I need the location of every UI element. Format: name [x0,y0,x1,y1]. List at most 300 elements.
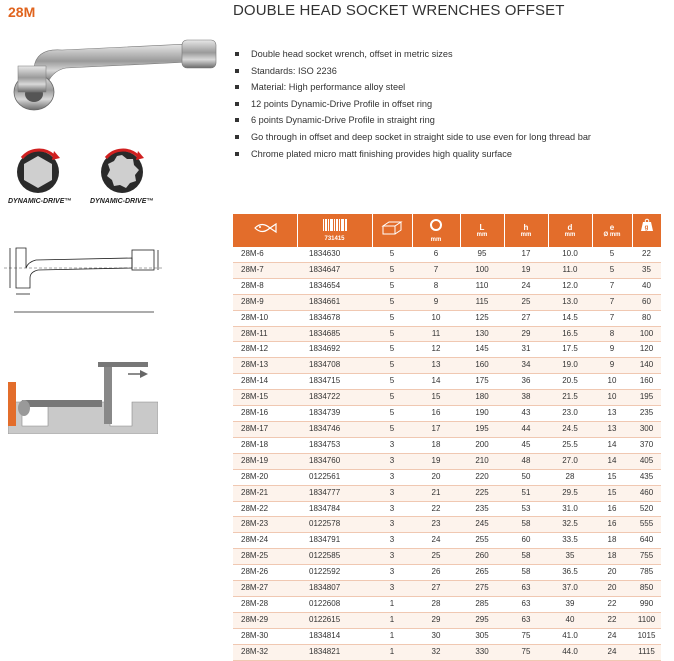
cell-pack: 3 [372,533,412,549]
usage-illustration [8,352,158,434]
cell-length: 160 [460,358,504,374]
page-title: DOUBLE HEAD SOCKET WRENCHES OFFSET [233,2,565,19]
table-row [233,628,661,644]
cell-weight: 195 [632,390,661,406]
table-row [233,517,661,533]
cell-size: 26 [412,565,460,581]
table-row [233,310,661,326]
cell-length: 225 [460,485,504,501]
cell-pack: 1 [372,644,412,660]
cell-diameter: 24.5 [548,421,592,437]
cell-ref: 28M-9 [233,294,297,310]
length-header [460,214,504,247]
cell-bore: 15 [592,469,632,485]
cell-length: 210 [460,453,504,469]
cell-bore: 18 [592,533,632,549]
cell-ref: 28M-8 [233,278,297,294]
cell-size: 12 [412,342,460,358]
cell-pack: 1 [372,596,412,612]
cell-code: 1834715 [297,374,372,390]
cell-bore: 16 [592,517,632,533]
cell-bore: 22 [592,596,632,612]
cell-height: 60 [504,533,548,549]
weight-header [632,214,661,247]
cell-ref: 28M-28 [233,596,297,612]
cell-bore: 16 [592,501,632,517]
cell-ref: 28M-18 [233,437,297,453]
cell-size: 25 [412,549,460,565]
bore-unit: Ø mm [603,231,621,238]
cell-diameter: 28 [548,469,592,485]
cell-diameter: 36.5 [548,565,592,581]
cell-pack: 5 [372,358,412,374]
cell-ref: 28M-6 [233,247,297,262]
cell-bore: 14 [592,437,632,453]
cell-height: 43 [504,406,548,422]
cell-length: 265 [460,565,504,581]
cell-size: 22 [412,501,460,517]
cell-bore: 5 [592,262,632,278]
cell-weight: 80 [632,310,661,326]
feature-item: Chrome plated micro matt finishing provides high quality surface [233,146,591,163]
cell-code: 0122585 [297,549,372,565]
cell-bore: 9 [592,342,632,358]
cell-height: 75 [504,644,548,660]
cell-diameter: 23.0 [548,406,592,422]
cell-ref: 28M-19 [233,453,297,469]
cell-weight: 1015 [632,628,661,644]
cell-weight: 640 [632,533,661,549]
cell-weight: 40 [632,278,661,294]
cell-diameter: 21.5 [548,390,592,406]
cell-height: 48 [504,453,548,469]
table-row [233,342,661,358]
cell-diameter: 14.5 [548,310,592,326]
cell-diameter: 12.0 [548,278,592,294]
cell-weight: 990 [632,596,661,612]
cell-bore: 18 [592,549,632,565]
cell-pack: 5 [372,262,412,278]
cell-pack: 3 [372,437,412,453]
cell-code: 1834661 [297,294,372,310]
table-row [233,262,661,278]
table-row [233,406,661,422]
pack-icon [372,214,412,247]
cell-code: 1834746 [297,421,372,437]
cell-pack: 5 [372,390,412,406]
cell-ref: 28M-24 [233,533,297,549]
cell-height: 63 [504,596,548,612]
cell-ref: 28M-21 [233,485,297,501]
cell-weight: 300 [632,421,661,437]
cell-ref: 28M-32 [233,644,297,660]
cell-height: 36 [504,374,548,390]
table-row [233,485,661,501]
cell-pack: 1 [372,612,412,628]
cell-ref: 28M-22 [233,501,297,517]
cell-bore: 7 [592,310,632,326]
feature-item: Material: High performance alloy steel [233,79,591,96]
cell-length: 330 [460,644,504,660]
cell-weight: 520 [632,501,661,517]
cell-ref: 28M-11 [233,326,297,342]
cell-height: 50 [504,469,548,485]
cell-ref: 28M-20 [233,469,297,485]
height-header [504,214,548,247]
cell-length: 100 [460,262,504,278]
table-header-row [233,214,661,247]
cell-height: 38 [504,390,548,406]
feature-item: Standards: ISO 2236 [233,63,591,80]
cell-size: 6 [412,247,460,262]
profile-12pt-icon [98,148,150,194]
cell-diameter: 25.5 [548,437,592,453]
length-symbol: L [479,222,485,232]
cell-height: 44 [504,421,548,437]
cell-bore: 9 [592,358,632,374]
cell-pack: 3 [372,549,412,565]
profile-6pt-label: DYNAMIC-DRIVE™ [8,198,72,205]
cell-weight: 1100 [632,612,661,628]
feature-list [233,46,591,162]
cell-size: 13 [412,358,460,374]
cell-diameter: 16.5 [548,326,592,342]
cell-code: 1834692 [297,342,372,358]
barcode-header [297,214,372,247]
cell-pack: 5 [372,421,412,437]
cell-ref: 28M-25 [233,549,297,565]
cell-code: 0122615 [297,612,372,628]
cell-diameter: 33.5 [548,533,592,549]
profile-6pt-icon [14,148,66,194]
cell-code: 1834777 [297,485,372,501]
cell-size: 27 [412,581,460,597]
cell-bore: 13 [592,421,632,437]
cell-ref: 28M-29 [233,612,297,628]
cell-weight: 35 [632,262,661,278]
cell-size: 10 [412,310,460,326]
cell-code: 1834630 [297,247,372,262]
length-unit: mm [476,231,488,238]
cell-bore: 7 [592,294,632,310]
cell-size: 15 [412,390,460,406]
cell-length: 95 [460,247,504,262]
cell-size: 18 [412,437,460,453]
cell-length: 220 [460,469,504,485]
size-unit: mm [430,236,442,243]
cell-size: 30 [412,628,460,644]
cell-ref: 28M-7 [233,262,297,278]
cell-diameter: 29.5 [548,485,592,501]
cell-height: 19 [504,262,548,278]
cell-pack: 3 [372,517,412,533]
cell-diameter: 35 [548,549,592,565]
cell-ref: 28M-15 [233,390,297,406]
cell-weight: 1115 [632,644,661,660]
cell-weight: 755 [632,549,661,565]
cell-size: 28 [412,596,460,612]
cell-height: 63 [504,612,548,628]
cell-code: 1834654 [297,278,372,294]
cell-ref: 28M-13 [233,358,297,374]
feature-item: 6 points Dynamic-Drive Profile in straight ring [233,112,591,129]
cell-weight: 555 [632,517,661,533]
cell-weight: 370 [632,437,661,453]
cell-size: 7 [412,262,460,278]
diameter-unit: mm [564,231,576,238]
cell-length: 190 [460,406,504,422]
cell-length: 295 [460,612,504,628]
barcode-prefix: 731415 [324,236,345,242]
cell-bore: 22 [592,612,632,628]
cell-length: 260 [460,549,504,565]
cell-diameter: 44.0 [548,644,592,660]
cell-pack: 5 [372,247,412,262]
cell-height: 58 [504,565,548,581]
cell-weight: 60 [632,294,661,310]
table-row [233,326,661,342]
fish-icon [233,214,297,247]
cell-pack: 1 [372,628,412,644]
table-row [233,565,661,581]
cell-weight: 100 [632,326,661,342]
cell-weight: 460 [632,485,661,501]
cell-ref: 28M-27 [233,581,297,597]
cell-height: 75 [504,628,548,644]
bore-symbol: e [609,222,615,232]
cell-length: 175 [460,374,504,390]
cell-height: 29 [504,326,548,342]
cell-bore: 5 [592,247,632,262]
cell-pack: 3 [372,565,412,581]
feature-item: Double head socket wrench, offset in metric sizes [233,46,591,63]
cell-height: 58 [504,549,548,565]
feature-item: Go through in offset and deep socket in straight side to use even for long thread bar [233,129,591,146]
table-row [233,247,661,262]
cell-diameter: 11.0 [548,262,592,278]
cell-bore: 10 [592,390,632,406]
cell-length: 145 [460,342,504,358]
cell-code: 1834739 [297,406,372,422]
table-row [233,581,661,597]
cell-diameter: 40 [548,612,592,628]
height-unit: mm [520,231,532,238]
cell-size: 8 [412,278,460,294]
cell-length: 235 [460,501,504,517]
cell-code: 1834760 [297,453,372,469]
cell-code: 1834814 [297,628,372,644]
cell-code: 1834753 [297,437,372,453]
cell-length: 200 [460,437,504,453]
cell-diameter: 13.0 [548,294,592,310]
cell-size: 21 [412,485,460,501]
cell-length: 245 [460,517,504,533]
cell-code: 0122592 [297,565,372,581]
cell-code: 1834791 [297,533,372,549]
cell-diameter: 17.5 [548,342,592,358]
cell-size: 16 [412,406,460,422]
cell-height: 34 [504,358,548,374]
cell-pack: 3 [372,501,412,517]
cell-length: 130 [460,326,504,342]
cell-weight: 160 [632,374,661,390]
cell-height: 24 [504,278,548,294]
feature-item: 12 points Dynamic-Drive Profile in offset ring [233,96,591,113]
cell-ref: 28M-10 [233,310,297,326]
cell-length: 255 [460,533,504,549]
barcode-icon [322,219,348,231]
cell-diameter: 39 [548,596,592,612]
table-row [233,501,661,517]
cell-bore: 14 [592,453,632,469]
spec-table [233,214,662,661]
cell-code: 1834807 [297,581,372,597]
wrench-photo [4,30,219,120]
cell-weight: 435 [632,469,661,485]
cell-code: 1834685 [297,326,372,342]
size-header [412,214,460,247]
cell-size: 23 [412,517,460,533]
bore-header [592,214,632,247]
cell-size: 17 [412,421,460,437]
cell-code: 1834722 [297,390,372,406]
cell-diameter: 37.0 [548,581,592,597]
table-row [233,437,661,453]
table-row [233,549,661,565]
cell-height: 53 [504,501,548,517]
cell-bore: 20 [592,581,632,597]
cell-length: 180 [460,390,504,406]
cell-code: 1834821 [297,644,372,660]
cell-size: 32 [412,644,460,660]
table-row [233,390,661,406]
cell-ref: 28M-23 [233,517,297,533]
cell-bore: 15 [592,485,632,501]
socket-ring-icon [429,218,443,232]
cell-length: 110 [460,278,504,294]
cell-weight: 405 [632,453,661,469]
table-row [233,278,661,294]
cell-code: 1834647 [297,262,372,278]
cell-size: 9 [412,294,460,310]
cell-diameter: 10.0 [548,247,592,262]
cell-length: 125 [460,310,504,326]
cell-length: 275 [460,581,504,597]
cell-height: 25 [504,294,548,310]
height-symbol: h [523,222,529,232]
cell-bore: 8 [592,326,632,342]
model-code: 28M [8,4,36,20]
cell-size: 20 [412,469,460,485]
diameter-header [548,214,592,247]
cell-ref: 28M-16 [233,406,297,422]
cell-pack: 3 [372,469,412,485]
table-row [233,453,661,469]
cell-code: 0122578 [297,517,372,533]
cell-height: 31 [504,342,548,358]
cell-pack: 5 [372,294,412,310]
table-row [233,644,661,660]
cell-size: 24 [412,533,460,549]
cell-ref: 28M-26 [233,565,297,581]
cell-code: 1834708 [297,358,372,374]
cell-bore: 10 [592,374,632,390]
cell-length: 285 [460,596,504,612]
cell-code: 0122561 [297,469,372,485]
cell-bore: 7 [592,278,632,294]
cell-size: 14 [412,374,460,390]
cell-pack: 5 [372,326,412,342]
cell-height: 51 [504,485,548,501]
cell-size: 29 [412,612,460,628]
table-row [233,374,661,390]
table-row [233,358,661,374]
table-row [233,612,661,628]
cell-length: 115 [460,294,504,310]
cell-ref: 28M-12 [233,342,297,358]
cell-pack: 5 [372,278,412,294]
cell-ref: 28M-17 [233,421,297,437]
cell-diameter: 20.5 [548,374,592,390]
cell-bore: 13 [592,406,632,422]
cell-height: 17 [504,247,548,262]
cell-ref: 28M-30 [233,628,297,644]
cell-pack: 3 [372,581,412,597]
cell-weight: 785 [632,565,661,581]
cell-pack: 3 [372,485,412,501]
cell-diameter: 27.0 [548,453,592,469]
cell-height: 27 [504,310,548,326]
table-row [233,294,661,310]
cell-pack: 5 [372,406,412,422]
table-row [233,421,661,437]
cell-ref: 28M-14 [233,374,297,390]
cell-diameter: 19.0 [548,358,592,374]
diameter-symbol: d [567,222,573,232]
cell-height: 63 [504,581,548,597]
cell-height: 58 [504,517,548,533]
cell-bore: 24 [592,644,632,660]
weight-unit: g [644,224,649,231]
cell-height: 45 [504,437,548,453]
cell-size: 11 [412,326,460,342]
cell-length: 305 [460,628,504,644]
cell-bore: 20 [592,565,632,581]
table-row [233,533,661,549]
dimension-drawing [4,228,164,320]
profile-12pt-label: DYNAMIC-DRIVE™ [90,198,154,205]
cell-weight: 140 [632,358,661,374]
cell-code: 1834784 [297,501,372,517]
cell-pack: 5 [372,310,412,326]
table-row [233,469,661,485]
cell-code: 1834678 [297,310,372,326]
cell-bore: 24 [592,628,632,644]
cell-diameter: 32.5 [548,517,592,533]
cell-diameter: 41.0 [548,628,592,644]
cell-weight: 235 [632,406,661,422]
cell-length: 195 [460,421,504,437]
cell-size: 19 [412,453,460,469]
cell-pack: 3 [372,453,412,469]
cell-weight: 850 [632,581,661,597]
cell-weight: 22 [632,247,661,262]
cell-pack: 5 [372,374,412,390]
cell-diameter: 31.0 [548,501,592,517]
cell-pack: 5 [372,342,412,358]
table-row [233,596,661,612]
cell-code: 0122608 [297,596,372,612]
